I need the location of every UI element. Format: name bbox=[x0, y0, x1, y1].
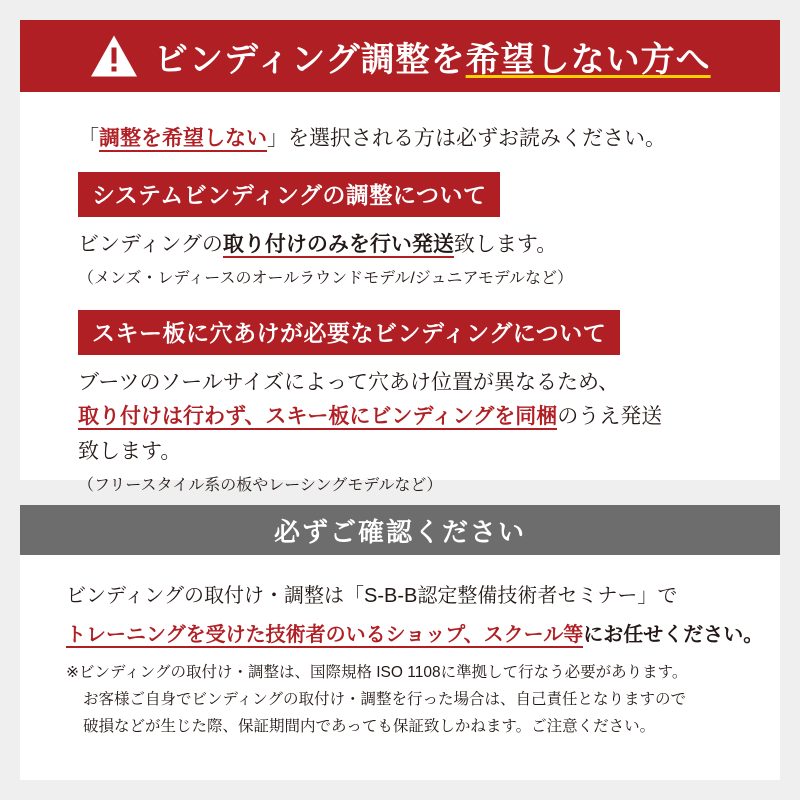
confirm-line-2-post: にお任せください。 bbox=[583, 624, 764, 646]
fine-print-line-3: 破損などが生じた際、保証期間内であっても保証致しかねます。ご注意ください。 bbox=[83, 718, 656, 736]
lead-post: 」を選択される方は必ずお読みください。 bbox=[267, 127, 666, 150]
warning-triangle-icon bbox=[90, 35, 138, 78]
section-1-body-pre: ビンディングの bbox=[78, 233, 223, 256]
confirm-panel-header bbox=[20, 505, 780, 555]
warning-panel-header bbox=[20, 20, 780, 92]
confirm-panel-title: 必ずご確認ください bbox=[273, 516, 526, 547]
warning-panel-body bbox=[20, 92, 780, 495]
section-2-line-2 bbox=[78, 401, 738, 434]
lead-marked: 調整を希望しない bbox=[99, 127, 267, 150]
section-2-note: （フリースタイル系の板やレーシングモデルなど） bbox=[78, 477, 443, 495]
section-1-title: システムビンディングの調整について bbox=[78, 172, 500, 217]
fine-print-line-1: ※ビンディングの取付け・調整は、国際規格 ISO 1108に準拠して行なう必要があります。 bbox=[66, 664, 688, 681]
section-2-line-2-post: のうえ発送 bbox=[557, 405, 663, 429]
section-2-line-1: ブーツのソールサイズによって穴あけ位置が異なるため、 bbox=[78, 370, 620, 394]
confirm-panel bbox=[20, 505, 780, 780]
section-system-binding bbox=[62, 172, 738, 288]
section-1-body-marked: 取り付けのみを行い発送 bbox=[222, 233, 454, 256]
section-1-body bbox=[78, 229, 738, 261]
fine-print bbox=[66, 659, 734, 740]
confirm-line-2-marked: トレーニングを受けた技術者のいるショップ、スクール等 bbox=[66, 624, 584, 646]
warning-title-plain: ビンディング調整を bbox=[154, 40, 466, 79]
confirm-panel-body bbox=[20, 555, 780, 740]
section-2-title: スキー板に穴あけが必要なビンディングについて bbox=[78, 310, 620, 355]
lead-pre: 「 bbox=[78, 127, 99, 150]
fine-print-line-2: お客様ご自身でビンディングの取付け・調整を行った場合は、自己責任となりますので bbox=[83, 691, 686, 709]
confirm-line-1: ビンディングの取付け・調整は「S-B-B認定整備技術者セミナー」で bbox=[66, 585, 678, 607]
section-2-line-2-marked: 取り付けは行わず、スキー板にビンディングを同梱 bbox=[78, 405, 558, 429]
warning-panel-title bbox=[154, 32, 711, 81]
confirm-line-2 bbox=[66, 618, 764, 647]
section-2-line-3: 致します。 bbox=[78, 439, 182, 463]
warning-panel bbox=[20, 20, 780, 495]
section-drilling-binding bbox=[62, 310, 738, 496]
lead-text bbox=[78, 122, 738, 152]
section-1-note: （メンズ・レディースのオールラウンドモデル/ジュニアモデルなど） bbox=[78, 269, 574, 287]
warning-title-underlined: 希望しない方へ bbox=[465, 40, 711, 79]
section-1-body-post: 致します。 bbox=[453, 233, 558, 256]
